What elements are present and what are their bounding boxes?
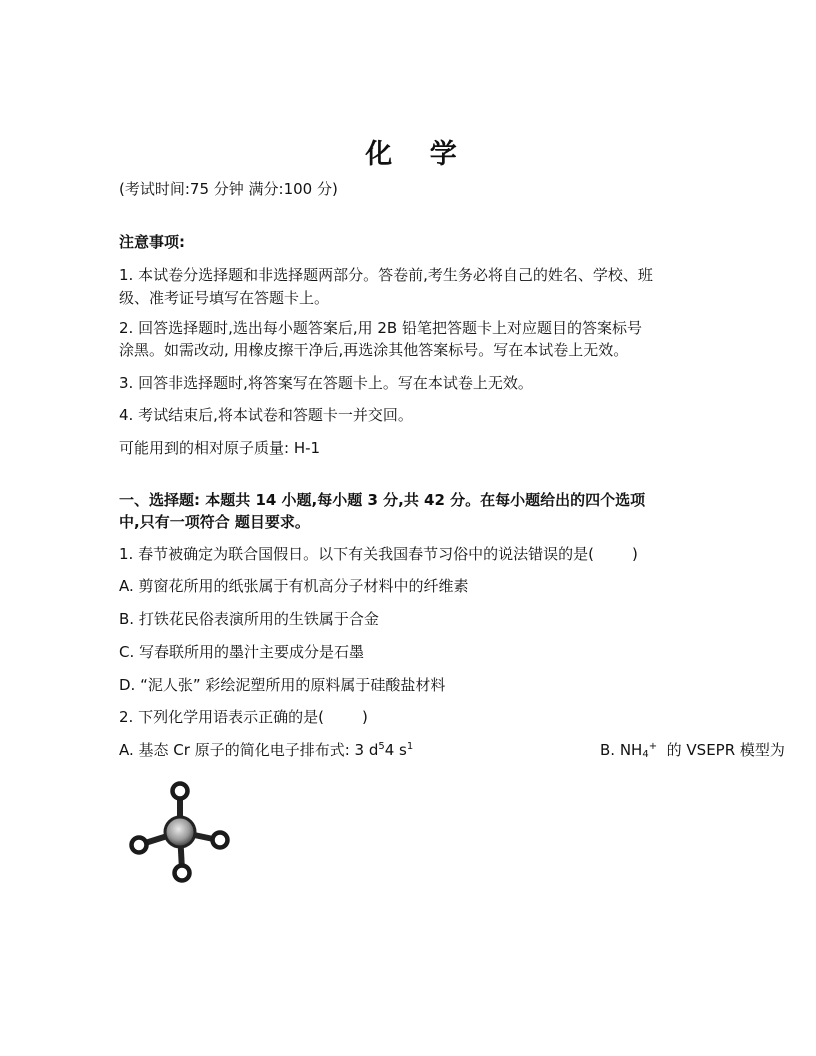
atomic-mass-note: 可能用到的相对原子质量: H-1 [119,439,321,457]
question-1-text: 1. 春节被确定为联合国假日。以下有关我国春节习俗中的说法错误的是( [119,545,594,563]
notice-item-2a: 2. 回答选择题时,选出每小题答案后,用 2B 铅笔把答题卡上对应题目的答案标号 [119,319,642,337]
question-1-option-b: B. 打铁花民俗表演所用的生铁属于合金 [119,610,379,628]
notice-item-3: 3. 回答非选择题时,将答案写在答题卡上。写在本试卷上无效。 [119,374,533,392]
exam-info: (考试时间:75 分钟 满分:100 分) [119,180,338,198]
question-2-option-a: A. 基态 Cr 原子的简化电子排布式: 3 $d^54$ $s^1$ [119,741,414,759]
ligand-atom-right [213,833,228,848]
notice-item-2b: 涂黑。如需改动, 用橡皮擦干净后,再选涂其他答案标号。写在本试卷上无效。 [119,341,629,359]
question-2-options-row [119,741,785,760]
ligand-atom-top [173,784,188,799]
ligand-atom-left [132,838,147,853]
central-atom [165,817,195,847]
question-1-option-d: D. “泥人张” 彩绘泥塑所用的原料属于硅酸盐材料 [119,676,446,694]
section-heading-line1: 一、选择题: 本题共 14 小题,每小题 3 分,共 42 分。在每小题给出的四个选项 [119,491,646,509]
notice-item-4: 4. 考试结束后,将本试卷和答题卡一并交回。 [119,406,413,424]
notice-heading: 注意事项: [119,233,185,251]
question-1-option-a: A. 剪窗花所用的纸张属于有机高分子材料中的纤维素 [119,577,469,595]
question-1-option-c: C. 写春联所用的墨汁主要成分是石墨 [119,643,365,661]
vsepr-tetrahedral-model-image [124,776,234,888]
ligand-atom-bottom [175,866,190,881]
notice-item-1a: 1. 本试卷分选择题和非选择题两部分。答卷前,考生务必将自己的姓名、学校、班 [119,266,653,284]
page-title: 化 学 [365,139,471,170]
question-1-stem [119,545,638,563]
question-2-option-b: B. $NH_4^+$ 的 VSEPR 模型为 [600,741,785,760]
question-2-close: ) [361,708,368,726]
section-heading-line2: 中,只有一项符合 题目要求。 [119,513,310,531]
question-2-text: 2. 下列化学用语表示正确的是( [119,708,324,726]
notice-item-1b: 级、准考证号填写在答题卡上。 [119,289,330,307]
question-2-stem [119,708,368,726]
question-1-close: ) [631,545,638,563]
